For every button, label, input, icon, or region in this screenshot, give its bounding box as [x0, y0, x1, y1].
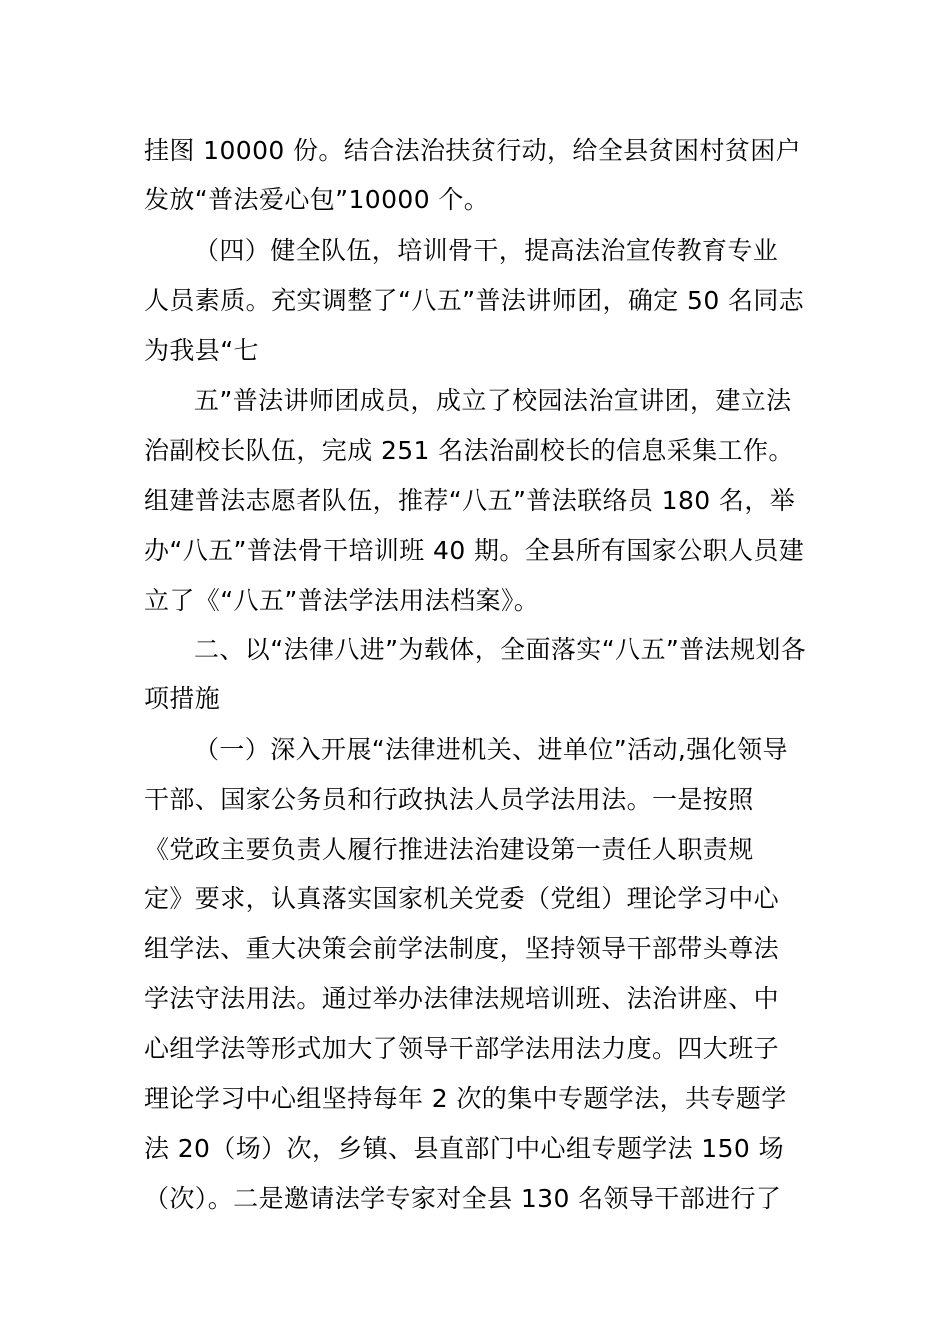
- text-line: 治副校长队伍，完成 251 名法治副校长的信息采集工作。: [144, 436, 794, 465]
- text-line: 定》要求，认真落实国家机关党委（党组）理论学习中心: [144, 884, 780, 913]
- text-line: （四）健全队伍，培训骨干，提高法治宣传教育专业: [194, 236, 779, 265]
- text-line: 心组学法等形式加大了领导干部学法用法力度。四大班子: [144, 1034, 780, 1063]
- text-line: 《党政主要负责人履行推进法治建设第一责任人职责规: [144, 835, 754, 864]
- text-line: 学法守法用法。通过举办法律法规培训班、法治讲座、中: [144, 984, 780, 1013]
- text-line: 发放“普法爱心包”10000 个。: [144, 185, 490, 214]
- text-line: 组建普法志愿者队伍，推荐“八五”普法联络员 180 名，举: [144, 486, 796, 515]
- section-heading: 二、以“法律八进”为载体，全面落实“八五”普法规划各: [194, 635, 807, 664]
- text-line: （次）。二是邀请法学专家对全县 130 名领导干部进行了: [144, 1184, 782, 1213]
- text-line: 法 20（场）次，乡镇、县直部门中心组专题学法 150 场: [144, 1134, 784, 1163]
- text-line: 立了《“八五”普法学法用法档案》。: [144, 586, 540, 615]
- text-line: 办“八五”普法骨干培训班 40 期。全县所有国家公职人员建: [144, 536, 805, 565]
- text-line: 组学法、重大决策会前学法制度，坚持领导干部带头尊法: [144, 934, 780, 963]
- text-line: 人员素质。充实调整了“八五”普法讲师团，确定 50 名同志: [144, 286, 805, 315]
- text-line: 干部、国家公务员和行政执法人员学法用法。一是按照: [144, 785, 754, 814]
- text-line: 理论学习中心组坚持每年 2 次的集中专题学法，共专题学: [144, 1084, 787, 1113]
- text-line: 五”普法讲师团成员，成立了校园法治宣讲团，建立法: [194, 386, 792, 415]
- section-heading-continued: 项措施: [144, 684, 221, 713]
- text-line: （一）深入开展“法律进机关、进单位”活动,强化领导: [194, 735, 788, 764]
- text-line: 挂图 10000 份。结合法治扶贫行动，给全县贫困村贫困户: [144, 136, 802, 165]
- text-line: 为我县“七: [144, 336, 259, 365]
